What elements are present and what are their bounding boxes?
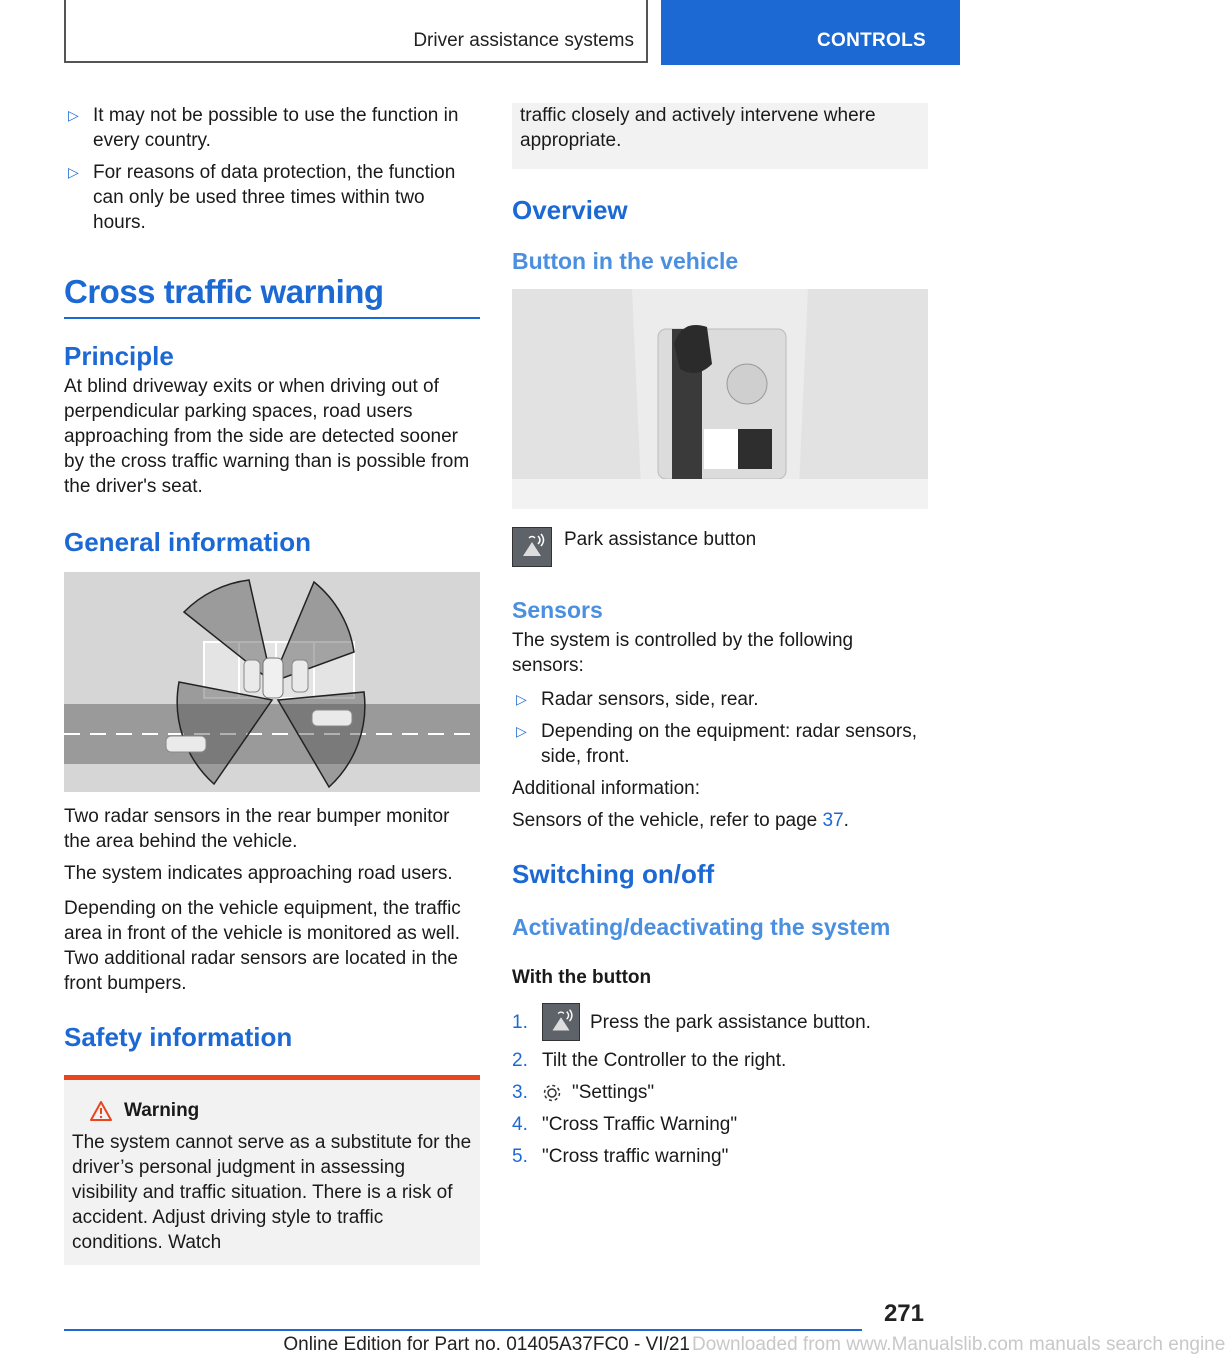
cross-traffic-illustration xyxy=(64,572,480,792)
header-section-box xyxy=(64,0,648,63)
list-item: 3. "Settings" xyxy=(512,1082,655,1103)
page-number: 271 xyxy=(883,1300,924,1327)
header-chapter-title: CONTROLS xyxy=(816,30,926,51)
steps-list xyxy=(512,1003,928,1169)
warning-triangle-icon xyxy=(90,1101,112,1121)
general-info-text-3: Depending on the vehicle equipment, the traffic area in front of the vehicle is monitored as well. Two additional radar sensors are located in the front bumpers. xyxy=(64,898,461,994)
general-info-text-2: The system indicates approaching road users. xyxy=(64,863,453,884)
park-assistance-button-icon xyxy=(542,1003,580,1041)
sensor-list xyxy=(512,687,928,769)
principle-heading: Principle xyxy=(64,341,174,371)
list-item: ▷ Radar sensors, side, rear. xyxy=(516,689,759,710)
list-item: ▷ Depending on the equipment: radar sensors, side, front. xyxy=(516,721,918,767)
park-button-caption: Park assistance button xyxy=(564,529,757,550)
center-console-drawing xyxy=(512,289,928,509)
footer-watermark: Downloaded from www.Manualslib.com manuals search engine xyxy=(692,1334,1225,1355)
warning-text: The system cannot serve as a substitute for the driver’s personal judgment in assessing visibility and traffic situation. There is a risk of accident. Adjust driving style to traffic conditions. Watch xyxy=(72,1132,472,1253)
footer-edition: Online Edition for Part no. 01405A37FC0 - VI/21 xyxy=(283,1334,690,1355)
general-info-text-1: Two radar sensors in the rear bumper monitor the area behind the vehicle. xyxy=(64,806,450,852)
list-item: 2. Tilt the Controller to the right. xyxy=(512,1050,787,1071)
bullet-triangle-icon: ▷ xyxy=(516,723,527,739)
cross-traffic-diagram xyxy=(64,572,480,792)
gear-icon xyxy=(542,1083,562,1103)
bullet-triangle-icon: ▷ xyxy=(516,691,527,707)
overview-heading: Overview xyxy=(512,195,628,225)
additional-info-label: Additional information: xyxy=(512,778,700,799)
page-title: Cross traffic warning xyxy=(64,273,384,310)
park-button-legend xyxy=(512,527,928,567)
warning-continuation-box xyxy=(512,103,928,169)
sensors-reference: Sensors of the vehicle, refer to page 37. xyxy=(512,810,849,831)
activating-heading: Activating/deactivating the system xyxy=(512,914,891,940)
sensors-text: The system is controlled by the following sensors: xyxy=(512,630,854,676)
button-in-vehicle-heading: Button in the vehicle xyxy=(512,248,739,274)
title-block xyxy=(64,273,480,319)
warning-title xyxy=(72,1100,472,1122)
warning-continued-text: traffic closely and actively intervene where appropriate. xyxy=(520,105,876,151)
list-item: 5. "Cross traffic warning" xyxy=(512,1146,729,1167)
general-info-heading: General information xyxy=(64,527,312,557)
list-item: 4. "Cross Traffic Warning" xyxy=(512,1114,738,1135)
list-item: ▷ It may not be possible to use the function in every country. xyxy=(68,105,459,151)
warning-box xyxy=(64,1075,480,1265)
header-chapter-tab xyxy=(661,0,960,65)
bullet-triangle-icon: ▷ xyxy=(68,107,79,123)
left-column xyxy=(64,103,480,1265)
with-button-heading: With the button xyxy=(512,967,652,988)
bullet-triangle-icon: ▷ xyxy=(68,164,79,180)
sensors-heading: Sensors xyxy=(512,597,603,623)
header-section-title: Driver assistance systems xyxy=(413,30,634,51)
function-limit-list xyxy=(64,103,480,235)
list-item: 1. Press the park assistance button. xyxy=(512,1003,928,1041)
park-assistance-button-icon xyxy=(512,527,552,567)
center-console-photo xyxy=(512,289,928,509)
right-column xyxy=(512,103,928,1176)
switching-heading: Switching on/off xyxy=(512,859,715,889)
page-reference-link[interactable]: 37 xyxy=(822,810,844,831)
list-item: ▷ For reasons of data protection, the function can only be used three times within two hours. xyxy=(68,162,456,233)
principle-text: At blind driveway exits or when driving out of perpendicular parking spaces, road users approaching from the side are detected sooner by the cross traffic warning than is possible from the driver's seat. xyxy=(64,376,470,497)
safety-info-heading: Safety information xyxy=(64,1022,293,1052)
footer-divider xyxy=(64,1329,862,1331)
warning-label: Warning xyxy=(124,1100,200,1121)
